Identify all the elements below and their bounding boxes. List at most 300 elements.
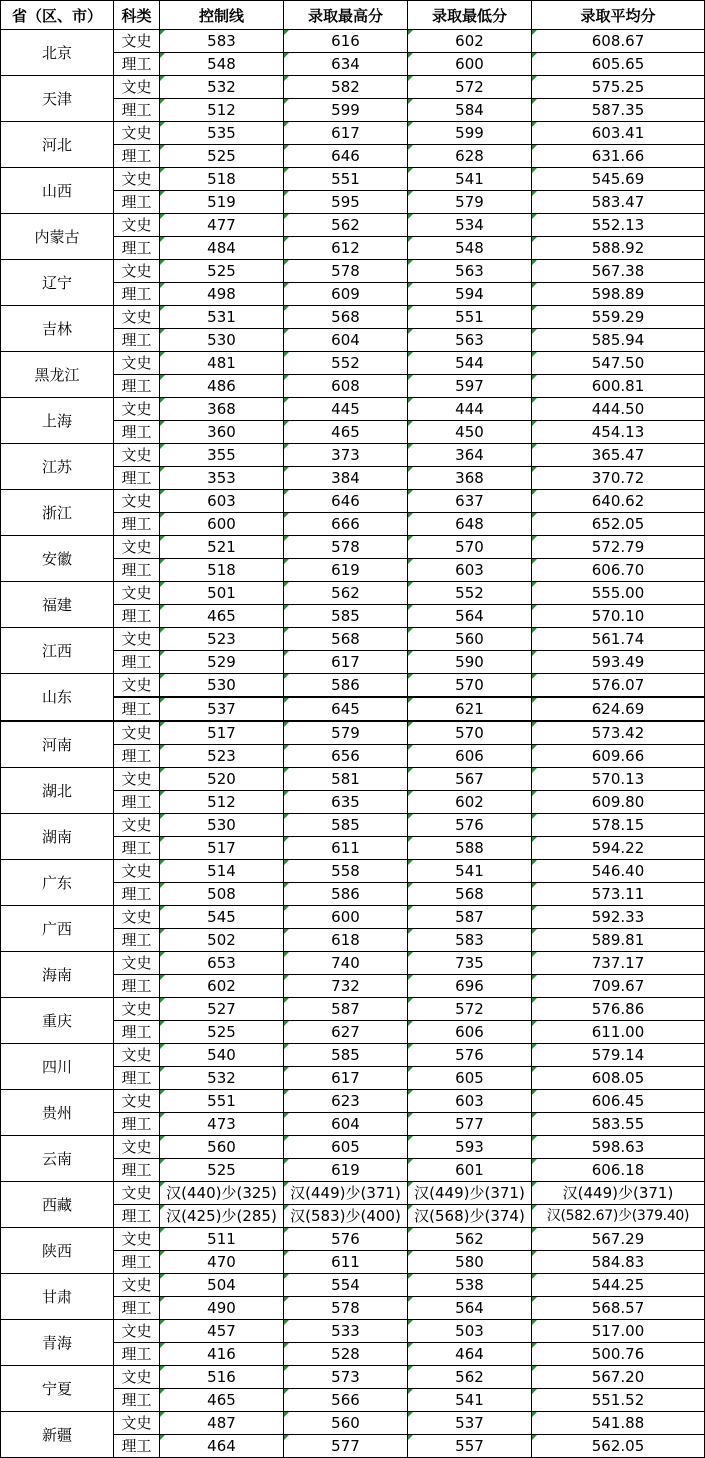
control-line-cell: 518 (160, 559, 284, 582)
max-score-cell: 373 (284, 444, 408, 467)
max-score-cell: 604 (284, 1113, 408, 1136)
min-score-cell: 735 (408, 952, 532, 975)
table-row (1, 582, 705, 605)
control-line-cell: 508 (160, 883, 284, 906)
avg-score-cell: 606.45 (532, 1090, 705, 1113)
control-line-cell: 527 (160, 998, 284, 1021)
table-row (1, 628, 705, 651)
table-row (1, 674, 705, 698)
control-line-cell: 477 (160, 214, 284, 237)
category-cell: 文史 (114, 30, 160, 53)
category-cell: 理工 (114, 651, 160, 674)
min-score-cell: 551 (408, 306, 532, 329)
avg-score-cell: 608.05 (532, 1067, 705, 1090)
min-score-cell: 594 (408, 283, 532, 306)
min-score-cell: 648 (408, 513, 532, 536)
table-row (1, 768, 705, 791)
avg-score-cell: 546.40 (532, 860, 705, 883)
avg-score-cell: 576.86 (532, 998, 705, 1021)
table-row (1, 814, 705, 837)
max-score-cell: 汉(583)少(400) (284, 1205, 408, 1228)
table-row (1, 352, 705, 375)
control-line-cell: 525 (160, 1159, 284, 1182)
control-line-cell: 602 (160, 975, 284, 998)
province-cell: 云南 (1, 1136, 114, 1182)
avg-score-cell: 370.72 (532, 467, 705, 490)
category-cell: 理工 (114, 697, 160, 721)
control-line-cell: 530 (160, 674, 284, 698)
min-score-cell: 534 (408, 214, 532, 237)
category-cell: 理工 (114, 99, 160, 122)
category-cell: 理工 (114, 883, 160, 906)
control-line-cell: 520 (160, 768, 284, 791)
min-score-cell: 562 (408, 1228, 532, 1251)
province-cell: 浙江 (1, 490, 114, 536)
province-cell: 北京 (1, 30, 114, 76)
province-cell: 海南 (1, 952, 114, 998)
max-score-cell: 618 (284, 929, 408, 952)
category-cell: 文史 (114, 721, 160, 745)
avg-score-cell: 609.80 (532, 791, 705, 814)
province-cell: 西藏 (1, 1182, 114, 1228)
control-line-cell: 560 (160, 1136, 284, 1159)
avg-score-cell: 587.35 (532, 99, 705, 122)
province-cell: 宁夏 (1, 1366, 114, 1412)
min-score-cell: 544 (408, 352, 532, 375)
avg-score-cell: 552.13 (532, 214, 705, 237)
category-cell: 文史 (114, 398, 160, 421)
control-line-cell: 523 (160, 745, 284, 768)
max-score-cell: 611 (284, 1251, 408, 1274)
control-line-cell: 464 (160, 1435, 284, 1458)
category-cell: 理工 (114, 559, 160, 582)
control-line-cell: 545 (160, 906, 284, 929)
max-score-cell: 578 (284, 1297, 408, 1320)
max-score-cell: 560 (284, 1412, 408, 1435)
avg-score-cell: 585.94 (532, 329, 705, 352)
table-body (1, 30, 705, 1458)
avg-score-cell: 567.38 (532, 260, 705, 283)
max-score-cell: 586 (284, 883, 408, 906)
avg-score-cell: 汉(449)少(371) (532, 1182, 705, 1205)
max-score-cell: 599 (284, 99, 408, 122)
avg-score-cell: 600.81 (532, 375, 705, 398)
category-cell: 理工 (114, 53, 160, 76)
max-score-cell: 552 (284, 352, 408, 375)
max-score-cell: 600 (284, 906, 408, 929)
avg-score-cell: 737.17 (532, 952, 705, 975)
category-cell: 理工 (114, 1343, 160, 1366)
max-score-cell: 465 (284, 421, 408, 444)
category-cell: 文史 (114, 490, 160, 513)
control-line-cell: 537 (160, 697, 284, 721)
avg-score-cell: 567.29 (532, 1228, 705, 1251)
min-score-cell: 576 (408, 1044, 532, 1067)
control-line-cell: 355 (160, 444, 284, 467)
category-cell: 文史 (114, 1228, 160, 1251)
category-cell: 文史 (114, 998, 160, 1021)
table-row (1, 76, 705, 99)
category-cell: 文史 (114, 260, 160, 283)
min-score-cell: 621 (408, 697, 532, 721)
control-line-cell: 535 (160, 122, 284, 145)
max-score-cell: 732 (284, 975, 408, 998)
max-score-cell: 634 (284, 53, 408, 76)
avg-score-cell: 575.25 (532, 76, 705, 99)
category-cell: 理工 (114, 929, 160, 952)
max-score-cell: 645 (284, 697, 408, 721)
category-cell: 理工 (114, 283, 160, 306)
min-score-cell: 564 (408, 1297, 532, 1320)
control-line-cell: 486 (160, 375, 284, 398)
min-score-cell: 562 (408, 1366, 532, 1389)
category-cell: 文史 (114, 1182, 160, 1205)
control-line-cell: 517 (160, 721, 284, 745)
control-line-cell: 484 (160, 237, 284, 260)
avg-score-cell: 454.13 (532, 421, 705, 444)
control-line-cell: 512 (160, 99, 284, 122)
control-line-cell: 512 (160, 791, 284, 814)
min-score-cell: 464 (408, 1343, 532, 1366)
province-cell: 山西 (1, 168, 114, 214)
category-cell: 理工 (114, 1389, 160, 1412)
max-score-cell: 585 (284, 1044, 408, 1067)
min-score-cell: 368 (408, 467, 532, 490)
province-cell: 山东 (1, 674, 114, 722)
min-score-cell: 580 (408, 1251, 532, 1274)
control-line-cell: 490 (160, 1297, 284, 1320)
category-cell: 文史 (114, 768, 160, 791)
min-score-cell: 572 (408, 76, 532, 99)
min-score-cell: 584 (408, 99, 532, 122)
category-cell: 文史 (114, 952, 160, 975)
max-score-cell: 609 (284, 283, 408, 306)
avg-score-cell: 611.00 (532, 1021, 705, 1044)
avg-score-cell: 544.25 (532, 1274, 705, 1297)
min-score-cell: 548 (408, 237, 532, 260)
avg-score-cell: 598.63 (532, 1136, 705, 1159)
category-cell: 文史 (114, 168, 160, 191)
category-cell: 理工 (114, 975, 160, 998)
control-line-cell: 518 (160, 168, 284, 191)
control-line-cell: 583 (160, 30, 284, 53)
min-score-cell: 450 (408, 421, 532, 444)
table-row (1, 214, 705, 237)
table-row (1, 536, 705, 559)
category-cell: 文史 (114, 1320, 160, 1343)
avg-score-cell: 589.81 (532, 929, 705, 952)
avg-score-cell: 588.92 (532, 237, 705, 260)
min-score-cell: 605 (408, 1067, 532, 1090)
avg-score-cell: 579.14 (532, 1044, 705, 1067)
category-cell: 理工 (114, 1113, 160, 1136)
control-line-cell: 473 (160, 1113, 284, 1136)
province-cell: 湖南 (1, 814, 114, 860)
max-score-cell: 587 (284, 998, 408, 1021)
min-score-cell: 570 (408, 536, 532, 559)
max-score-cell: 528 (284, 1343, 408, 1366)
control-line-cell: 465 (160, 1389, 284, 1412)
avg-score-cell: 561.74 (532, 628, 705, 651)
control-line-cell: 487 (160, 1412, 284, 1435)
min-score-cell: 541 (408, 168, 532, 191)
province-cell: 安徽 (1, 536, 114, 582)
category-cell: 文史 (114, 1090, 160, 1113)
control-line-cell: 502 (160, 929, 284, 952)
avg-score-cell: 609.66 (532, 745, 705, 768)
max-score-cell: 568 (284, 628, 408, 651)
control-line-cell: 603 (160, 490, 284, 513)
table-row (1, 490, 705, 513)
max-score-cell: 551 (284, 168, 408, 191)
table-row (1, 1412, 705, 1435)
max-score-cell: 616 (284, 30, 408, 53)
max-score-cell: 595 (284, 191, 408, 214)
min-score-cell: 560 (408, 628, 532, 651)
min-score-cell: 590 (408, 651, 532, 674)
province-cell: 内蒙古 (1, 214, 114, 260)
control-line-cell: 525 (160, 145, 284, 168)
max-score-cell: 554 (284, 1274, 408, 1297)
avg-score-cell: 汉(582.67)少(379.40) (532, 1205, 705, 1228)
max-score-cell: 619 (284, 559, 408, 582)
category-cell: 理工 (114, 605, 160, 628)
control-line-cell: 514 (160, 860, 284, 883)
avg-score-cell: 573.42 (532, 721, 705, 745)
avg-score-cell: 545.69 (532, 168, 705, 191)
min-score-cell: 599 (408, 122, 532, 145)
control-line-cell: 525 (160, 1021, 284, 1044)
control-line-cell: 525 (160, 260, 284, 283)
max-score-cell: 573 (284, 1366, 408, 1389)
avg-score-cell: 606.70 (532, 559, 705, 582)
min-score-cell: 567 (408, 768, 532, 791)
table-row (1, 1136, 705, 1159)
avg-score-cell: 572.79 (532, 536, 705, 559)
table-row (1, 306, 705, 329)
category-cell: 理工 (114, 375, 160, 398)
control-line-cell: 530 (160, 814, 284, 837)
min-score-cell: 537 (408, 1412, 532, 1435)
avg-score-cell: 605.65 (532, 53, 705, 76)
control-line-cell: 532 (160, 76, 284, 99)
min-score-cell: 603 (408, 559, 532, 582)
max-score-cell: 623 (284, 1090, 408, 1113)
max-score-cell: 533 (284, 1320, 408, 1343)
control-line-cell: 551 (160, 1090, 284, 1113)
category-cell: 理工 (114, 1159, 160, 1182)
control-line-cell: 529 (160, 651, 284, 674)
avg-score-cell: 583.47 (532, 191, 705, 214)
avg-score-cell: 652.05 (532, 513, 705, 536)
min-score-cell: 汉(568)少(374) (408, 1205, 532, 1228)
max-score-cell: 384 (284, 467, 408, 490)
category-cell: 理工 (114, 1435, 160, 1458)
category-cell: 文史 (114, 582, 160, 605)
avg-score-cell: 568.57 (532, 1297, 705, 1320)
avg-score-cell: 562.05 (532, 1435, 705, 1458)
max-score-cell: 619 (284, 1159, 408, 1182)
max-score-cell: 656 (284, 745, 408, 768)
control-line-cell: 470 (160, 1251, 284, 1274)
max-score-cell: 611 (284, 837, 408, 860)
avg-score-cell: 578.15 (532, 814, 705, 837)
min-score-cell: 603 (408, 1090, 532, 1113)
header-min-score: 录取最低分 (408, 1, 532, 30)
min-score-cell: 364 (408, 444, 532, 467)
min-score-cell: 579 (408, 191, 532, 214)
control-line-cell: 548 (160, 53, 284, 76)
min-score-cell: 597 (408, 375, 532, 398)
max-score-cell: 566 (284, 1389, 408, 1412)
province-cell: 陕西 (1, 1228, 114, 1274)
table-row (1, 1366, 705, 1389)
min-score-cell: 601 (408, 1159, 532, 1182)
max-score-cell: 646 (284, 145, 408, 168)
category-cell: 文史 (114, 536, 160, 559)
avg-score-cell: 593.49 (532, 651, 705, 674)
control-line-cell: 532 (160, 1067, 284, 1090)
province-cell: 广西 (1, 906, 114, 952)
province-cell: 贵州 (1, 1090, 114, 1136)
avg-score-cell: 541.88 (532, 1412, 705, 1435)
avg-score-cell: 594.22 (532, 837, 705, 860)
province-cell: 河南 (1, 721, 114, 768)
category-cell: 文史 (114, 860, 160, 883)
max-score-cell: 604 (284, 329, 408, 352)
min-score-cell: 541 (408, 1389, 532, 1412)
category-cell: 文史 (114, 444, 160, 467)
max-score-cell: 646 (284, 490, 408, 513)
control-line-cell: 521 (160, 536, 284, 559)
max-score-cell: 582 (284, 76, 408, 99)
category-cell: 文史 (114, 306, 160, 329)
category-cell: 文史 (114, 1044, 160, 1067)
header-avg-score: 录取平均分 (532, 1, 705, 30)
max-score-cell: 577 (284, 1435, 408, 1458)
table-row (1, 1320, 705, 1343)
table-row (1, 398, 705, 421)
avg-score-cell: 606.18 (532, 1159, 705, 1182)
max-score-cell: 612 (284, 237, 408, 260)
category-cell: 理工 (114, 421, 160, 444)
category-cell: 理工 (114, 745, 160, 768)
category-cell: 理工 (114, 329, 160, 352)
avg-score-cell: 583.55 (532, 1113, 705, 1136)
control-line-cell: 457 (160, 1320, 284, 1343)
max-score-cell: 635 (284, 791, 408, 814)
max-score-cell: 579 (284, 721, 408, 745)
header-max-score: 录取最高分 (284, 1, 408, 30)
avg-score-cell: 547.50 (532, 352, 705, 375)
category-cell: 理工 (114, 791, 160, 814)
avg-score-cell: 576.07 (532, 674, 705, 698)
control-line-cell: 530 (160, 329, 284, 352)
category-cell: 理工 (114, 237, 160, 260)
min-score-cell: 538 (408, 1274, 532, 1297)
category-cell: 文史 (114, 814, 160, 837)
max-score-cell: 562 (284, 582, 408, 605)
control-line-cell: 523 (160, 628, 284, 651)
max-score-cell: 608 (284, 375, 408, 398)
max-score-cell: 617 (284, 122, 408, 145)
min-score-cell: 606 (408, 1021, 532, 1044)
category-cell: 文史 (114, 906, 160, 929)
category-cell: 文史 (114, 352, 160, 375)
min-score-cell: 503 (408, 1320, 532, 1343)
max-score-cell: 605 (284, 1136, 408, 1159)
province-cell: 青海 (1, 1320, 114, 1366)
table-row (1, 444, 705, 467)
max-score-cell: 585 (284, 605, 408, 628)
min-score-cell: 588 (408, 837, 532, 860)
avg-score-cell: 570.13 (532, 768, 705, 791)
control-line-cell: 416 (160, 1343, 284, 1366)
table-row (1, 721, 705, 745)
category-cell: 理工 (114, 1067, 160, 1090)
avg-score-cell: 567.20 (532, 1366, 705, 1389)
table-row (1, 998, 705, 1021)
max-score-cell: 581 (284, 768, 408, 791)
table-row (1, 1090, 705, 1113)
control-line-cell: 511 (160, 1228, 284, 1251)
province-cell: 辽宁 (1, 260, 114, 306)
control-line-cell: 360 (160, 421, 284, 444)
avg-score-cell: 598.89 (532, 283, 705, 306)
province-cell: 江苏 (1, 444, 114, 490)
min-score-cell: 606 (408, 745, 532, 768)
province-cell: 重庆 (1, 998, 114, 1044)
min-score-cell: 557 (408, 1435, 532, 1458)
max-score-cell: 578 (284, 536, 408, 559)
province-cell: 新疆 (1, 1412, 114, 1458)
max-score-cell: 汉(449)少(371) (284, 1182, 408, 1205)
province-cell: 天津 (1, 76, 114, 122)
category-cell: 文史 (114, 1274, 160, 1297)
avg-score-cell: 570.10 (532, 605, 705, 628)
table-row (1, 952, 705, 975)
province-cell: 上海 (1, 398, 114, 444)
min-score-cell: 602 (408, 30, 532, 53)
min-score-cell: 593 (408, 1136, 532, 1159)
avg-score-cell: 444.50 (532, 398, 705, 421)
table-row (1, 1044, 705, 1067)
min-score-cell: 577 (408, 1113, 532, 1136)
min-score-cell: 602 (408, 791, 532, 814)
min-score-cell: 汉(449)少(371) (408, 1182, 532, 1205)
table-row (1, 906, 705, 929)
max-score-cell: 568 (284, 306, 408, 329)
min-score-cell: 568 (408, 883, 532, 906)
control-line-cell: 519 (160, 191, 284, 214)
category-cell: 文史 (114, 122, 160, 145)
control-line-cell: 481 (160, 352, 284, 375)
province-cell: 江西 (1, 628, 114, 674)
category-cell: 文史 (114, 1366, 160, 1389)
control-line-cell: 600 (160, 513, 284, 536)
control-line-cell: 504 (160, 1274, 284, 1297)
max-score-cell: 617 (284, 651, 408, 674)
max-score-cell: 627 (284, 1021, 408, 1044)
category-cell: 理工 (114, 1251, 160, 1274)
avg-score-cell: 603.41 (532, 122, 705, 145)
avg-score-cell: 365.47 (532, 444, 705, 467)
avg-score-cell: 608.67 (532, 30, 705, 53)
category-cell: 理工 (114, 513, 160, 536)
table-row (1, 30, 705, 53)
control-line-cell: 653 (160, 952, 284, 975)
category-cell: 文史 (114, 214, 160, 237)
